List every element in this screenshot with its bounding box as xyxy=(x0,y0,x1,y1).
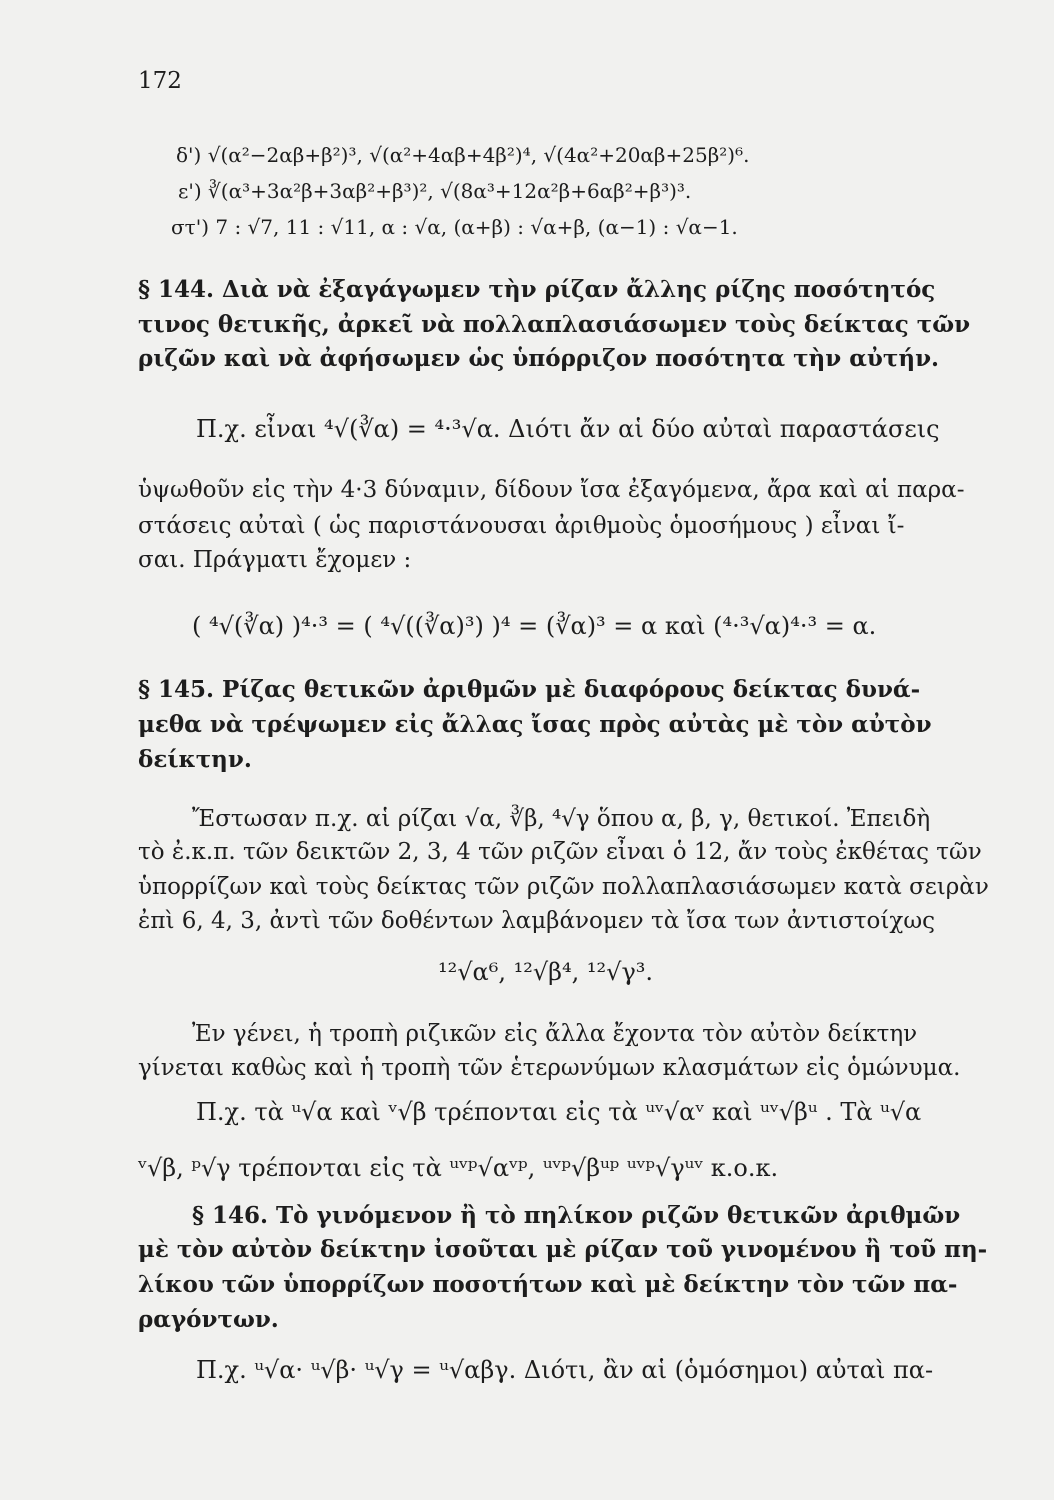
example-product-line: Π.χ. ᵘ√α· ᵘ√β· ᵘ√γ = ᵘ√αβγ. Διότι, ἂν αἱ (ὁμόσημοι) αὐταὶ πα- xyxy=(196,1356,934,1384)
section-146-line-4: ραγόντων. xyxy=(138,1306,279,1333)
exercise-stigma: στ') 7 : √7, 11 : √11, α : √α, (α+β) : √α+β, (α−1) : √α−1. xyxy=(171,215,738,239)
section-144-line-2: τινος θετικῆς, ἀρκεῖ νὰ πολλαπλασιάσωμεν τοὺς δείκτας τῶν xyxy=(138,311,971,338)
exercise-delta: δ') √(α²−2αβ+β²)³, √(α²+4αβ+4β²)⁴, √(4α²+20αβ+25β²)⁶. xyxy=(176,143,750,167)
body-line: ὑψωθοῦν εἰς τὴν 4·3 δύναμιν, δίδουν ἴσα ἐξαγόμενα, ἄρα καὶ αἱ παρα- xyxy=(138,477,965,503)
section-144-heading: § 144. Διὰ νὰ ἐξαγάγωμεν τὴν ρίζαν ἄλλης ρίζης ποσότητός xyxy=(138,276,936,303)
body-line: στάσεις αὐταὶ ( ὡς παριστάνουσαι ἀριθμοὺς ὁμοσήμους ) εἶναι ἴ- xyxy=(138,513,905,539)
section-146-line-3: λίκου τῶν ὑπορρίζων ποσοτήτων καὶ μὲ δείκτην τὸν τῶν πα- xyxy=(138,1271,958,1298)
exercise-epsilon: ε') ∛(α³+3α²β+3αβ²+β³)², √(8α³+12α²β+6αβ²+β³)³. xyxy=(178,179,692,203)
body-line: ὑπορρίζων καὶ τοὺς δείκτας τῶν ριζῶν πολλαπλασιάσωμεν κατὰ σειρὰν xyxy=(138,874,989,900)
section-146-heading: § 146. Τὸ γινόμενον ἢ τὸ πηλίκον ριζῶν θετικῶν ἀριθμῶν xyxy=(192,1202,961,1229)
body-line: Ἐν γένει, ἡ τροπὴ ριζικῶν εἰς ἄλλα ἔχοντα τὸν αὐτὸν δείκτην xyxy=(192,1021,918,1047)
body-line: Ἔστωσαν π.χ. αἱ ρίζαι √α, ∛β, ⁴√γ ὅπου α, β, γ, θετικοί. Ἐπειδὴ xyxy=(192,806,931,832)
body-line: ἐπὶ 6, 4, 3, ἀντὶ τῶν δοθέντων λαμβάνομεν τὰ ἴσα των ἀντιστοίχως xyxy=(138,908,935,934)
display-equation: ( ⁴√(∛α) )⁴·³ = ( ⁴√((∛α)³) )⁴ = (∛α)³ = α καὶ (⁴·³√α)⁴·³ = α. xyxy=(192,612,877,640)
section-145-line-3: δείκτην. xyxy=(138,746,252,773)
radicals-line: ¹²√α⁶, ¹²√β⁴, ¹²√γ³. xyxy=(438,958,654,986)
example-formula-line: Π.χ. εἶναι ⁴√(∛α) = ⁴·³√α. Διότι ἄν αἱ δύο αὐταὶ παραστάσεις xyxy=(196,415,940,443)
body-line: τὸ ἐ.κ.π. τῶν δεικτῶν 2, 3, 4 τῶν ριζῶν εἶναι ὁ 12, ἄν τοὺς ἐκθέτας τῶν xyxy=(138,839,982,865)
page-number: 172 xyxy=(138,68,182,94)
radicals-line: ᵛ√β, ᵖ√γ τρέπονται εἰς τὰ ᵘᵛᵖ√αᵛᵖ, ᵘᵛᵖ√βᵘᵖ ᵘᵛᵖ√γᵘᵛ κ.ο.κ. xyxy=(138,1154,779,1182)
section-145-line-2: μεθα νὰ τρέψωμεν εἰς ἄλλας ἴσας πρὸς αὐτὰς μὲ τὸν αὐτὸν xyxy=(138,711,932,738)
section-146-line-2: μὲ τὸν αὐτὸν δείκτην ἰσοῦται μὲ ρίζαν τοῦ γινομένου ἢ τοῦ πη- xyxy=(138,1236,988,1263)
section-144-line-3: ριζῶν καὶ νὰ ἀφήσωμεν ὡς ὑπόρριζον ποσότητα τὴν αὐτήν. xyxy=(138,345,940,372)
body-line: γίνεται καθὼς καὶ ἡ τροπὴ τῶν ἑτερωνύμων κλασμάτων εἰς ὁμώνυμα. xyxy=(138,1055,961,1081)
example-radicals-line: Π.χ. τὰ ᵘ√α καὶ ᵛ√β τρέπονται εἰς τὰ ᵘᵛ√αᵛ καὶ ᵘᵛ√βᵘ . Τὰ ᵘ√α xyxy=(196,1098,922,1126)
section-145-heading: § 145. Ρίζας θετικῶν ἀριθμῶν μὲ διαφόρους δείκτας δυνά- xyxy=(138,676,921,703)
body-line: σαι. Πράγματι ἔχομεν : xyxy=(138,547,412,573)
